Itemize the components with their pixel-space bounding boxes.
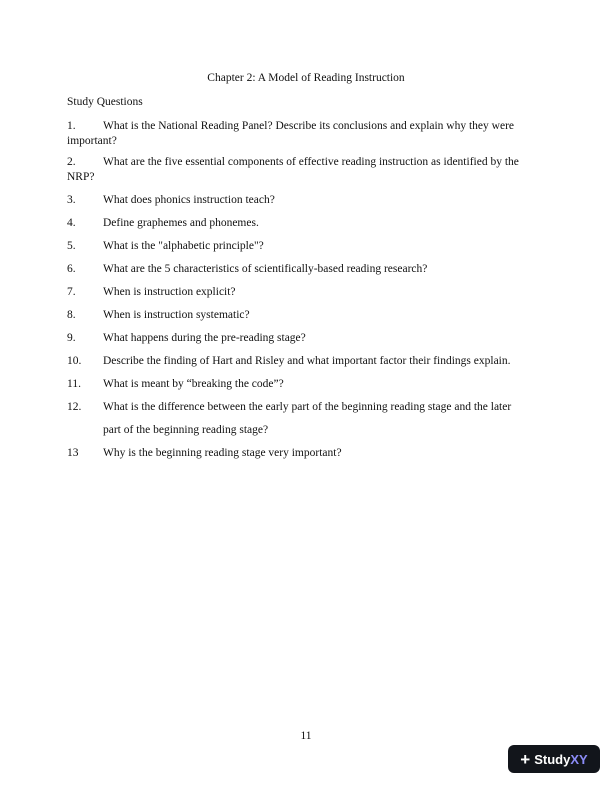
question-text: What does phonics instruction teach? [103,194,275,206]
question-item [67,239,547,254]
question-text: Define graphemes and phonemes. [103,217,259,229]
question-item [67,119,547,149]
page-number: 11 [300,730,312,742]
question-number: 4. [67,217,76,229]
question-text: What happens during the pre-reading stage? [103,332,306,344]
question-number: 8. [67,309,76,321]
question-number: 11. [67,378,81,390]
question-item [67,308,547,323]
plus-icon: + [520,749,531,769]
question-number: 9. [67,332,76,344]
question-item-continued [67,423,547,438]
question-text: What is the difference between the early part of the beginning reading stage and the later [103,401,512,413]
question-text: When is instruction systematic? [103,309,250,321]
question-number: 10. [67,355,82,367]
question-text: What is the "alphabetic principle"? [103,240,264,252]
question-number: 3. [67,194,76,206]
question-number: 2. [67,156,76,168]
question-item [67,446,547,461]
studyxy-badge[interactable] [508,745,600,773]
question-item [67,285,547,300]
question-number: 7. [67,286,76,298]
question-item [67,377,547,392]
question-item [67,354,547,369]
question-item [67,193,547,208]
question-continuation: part of the beginning reading stage? [103,424,269,436]
question-item [67,400,547,415]
document-subtitle: Study Questions [67,96,143,108]
question-number: 12. [67,401,82,413]
document-title: Chapter 2: A Model of Reading Instruction [207,72,405,84]
question-text: When is instruction explicit? [103,286,236,298]
question-number: 1. [67,120,76,132]
question-continuation: NRP? [67,171,95,183]
question-number: 6. [67,263,76,275]
question-item [67,262,547,277]
question-number: 5. [67,240,76,252]
question-text: What is the National Reading Panel? Describe its conclusions and explain why they were [103,120,515,132]
brand-suffix: XY [570,751,588,767]
question-item [67,216,547,231]
question-continuation: important? [67,135,117,147]
question-number: 13 [67,447,79,459]
question-text: What is meant by “breaking the code”? [103,378,284,390]
question-item [67,155,547,185]
question-text: Why is the beginning reading stage very important? [103,447,342,459]
question-text: What are the 5 characteristics of scientifically-based reading research? [103,263,428,275]
question-text: Describe the finding of Hart and Risley and what important factor their findings explain. [103,355,511,367]
question-item [67,331,547,346]
question-text: What are the five essential components of effective reading instruction as identified by the [103,156,519,168]
brand-text: Study [534,751,571,767]
